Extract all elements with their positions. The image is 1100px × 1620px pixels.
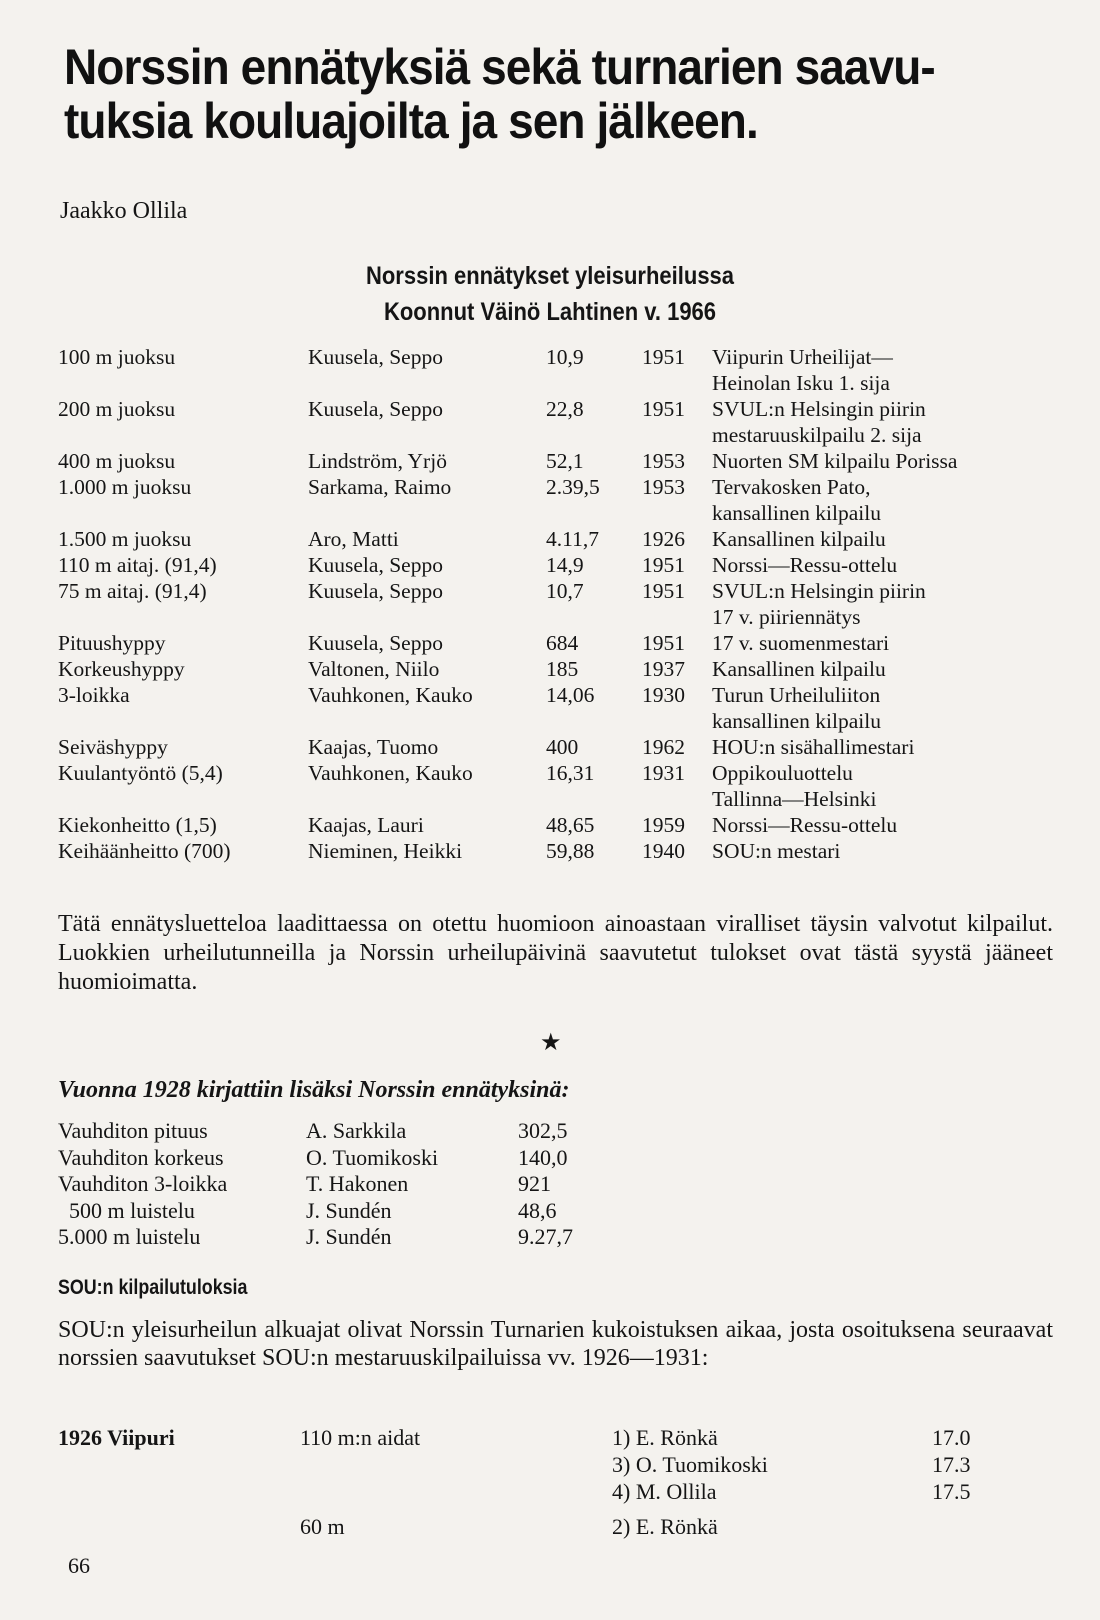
record-venue-line: mestaruuskilpailu 2. sija — [712, 423, 922, 447]
record-row — [58, 682, 1068, 734]
record-result: 10,7 — [546, 579, 584, 603]
record-row — [58, 552, 1068, 578]
record-athlete: Kaajas, Lauri — [308, 813, 424, 837]
sou-result: 17.5 — [932, 1479, 971, 1504]
record-year: 1937 — [642, 657, 685, 681]
record-event: 400 m juoksu — [58, 449, 176, 473]
record-year: 1940 — [642, 839, 685, 863]
record-venue-line: Oppikouluottelu — [712, 761, 853, 785]
record-event: 200 m juoksu — [58, 397, 176, 421]
record-event: 1.500 m juoksu — [58, 527, 192, 551]
sou-result-row — [58, 1451, 992, 1478]
sou-result-row — [58, 1513, 992, 1540]
record-venue-line: Kansallinen kilpailu — [712, 657, 886, 681]
sou-heading: SOU:n kilpailutuloksia — [58, 1276, 248, 1299]
extra-record-result: 9.27,7 — [518, 1224, 573, 1249]
record-venue-line: SOU:n mestari — [712, 839, 841, 863]
sou-results-list — [58, 1424, 992, 1540]
record-year: 1926 — [642, 527, 685, 551]
record-result: 4.11,7 — [546, 527, 599, 551]
record-athlete: Kuusela, Seppo — [308, 345, 443, 369]
sou-result-row — [58, 1478, 992, 1505]
record-year: 1951 — [642, 631, 685, 655]
record-result: 2.39,5 — [546, 475, 600, 499]
record-result: 59,88 — [546, 839, 595, 863]
sou-meet — [58, 1513, 300, 1540]
sou-event — [300, 1451, 612, 1478]
extra-record-event: Vauhditon 3-loikka — [58, 1171, 228, 1196]
record-row — [58, 760, 1068, 812]
sou-result: 17.3 — [932, 1452, 971, 1477]
record-venue-line: Tervakosken Pato, — [712, 475, 871, 499]
record-athlete: Kaajas, Tuomo — [308, 735, 439, 759]
record-athlete: Kuusela, Seppo — [308, 397, 443, 421]
record-event: Pituushyppy — [58, 631, 166, 655]
record-venue — [712, 630, 1062, 656]
record-athlete: Aro, Matti — [308, 527, 399, 551]
record-venue — [712, 812, 1062, 838]
sou-placing: 4) M. Ollila — [612, 1479, 717, 1504]
record-year: 1962 — [642, 735, 685, 759]
extra-record-athlete: T. Hakonen — [306, 1171, 409, 1196]
extra-record-row — [58, 1145, 618, 1172]
record-year: 1951 — [642, 553, 685, 577]
sou-event: 110 m:n aidat — [300, 1425, 421, 1450]
extra-record-athlete: O. Tuomikoski — [306, 1144, 439, 1170]
extra-record-athlete: J. Sundén — [306, 1224, 392, 1249]
sou-placing: 2) E. Rönkä — [612, 1514, 718, 1539]
extra-record-row — [58, 1198, 618, 1225]
records-note: Tätä ennätysluetteloa laadittaessa on otettu huomioon ainoastaan viralliset täysin valvotut kilpailut. Luokkien urheilutunneilla ja Norssin urheilupäivinä saavutetut tulokset ovat tästä syystä jääneet huomioimatta. — [58, 911, 1053, 995]
sou-result: 17.0 — [932, 1425, 971, 1450]
record-athlete: Lindström, Yrjö — [308, 449, 447, 473]
sou-meet — [58, 1451, 300, 1478]
record-year: 1951 — [642, 579, 685, 603]
record-result: 14,06 — [546, 683, 595, 707]
record-venue-line: Heinolan Isku 1. sija — [712, 371, 890, 395]
record-result: 10,9 — [546, 345, 584, 369]
extra-record-row — [58, 1224, 618, 1251]
record-event: 110 m aitaj. (91,4) — [58, 553, 217, 577]
extra-record-result: 921 — [518, 1171, 551, 1196]
record-year: 1931 — [642, 761, 685, 785]
records-heading: Norssin ennätykset yleisurheilussa — [365, 262, 735, 290]
record-venue — [712, 474, 1062, 526]
record-row — [58, 396, 1068, 448]
record-venue — [712, 552, 1062, 578]
record-year: 1959 — [642, 813, 685, 837]
records-compiler: Koonnut Väinö Lahtinen v. 1966 — [383, 298, 717, 326]
extra-record-athlete: J. Sundén — [306, 1197, 392, 1223]
sou-meet — [58, 1478, 300, 1505]
sou-paragraph: SOU:n yleisurheilun alkuajat olivat Norssin Turnarien kukoistuksen aikaa, josta osoituksena seuraavat norssien saavutukset SOU:n mestaruuskilpailuissa vv. 1926—1931: — [58, 1317, 1053, 1371]
record-year: 1953 — [642, 475, 685, 499]
record-athlete: Nieminen, Heikki — [308, 839, 463, 863]
record-event: 100 m juoksu — [58, 345, 176, 369]
record-row — [58, 448, 1068, 474]
record-venue-line: Norssi—Ressu-ottelu — [712, 553, 898, 577]
record-venue-line: 17 v. suomenmestari — [712, 631, 890, 655]
record-venue-line: Nuorten SM kilpailu Porissa — [712, 449, 958, 473]
record-venue — [712, 396, 1062, 448]
record-venue — [712, 448, 1062, 474]
record-result: 14,9 — [546, 553, 584, 577]
sou-event: 60 m — [300, 1514, 345, 1539]
title-line-2: tuksia kouluajoilta ja sen jälkeen. — [64, 93, 758, 149]
record-venue-line: kansallinen kilpailu — [712, 501, 881, 525]
record-athlete: Valtonen, Niilo — [308, 657, 440, 681]
extra-record-event: 5.000 m luistelu — [58, 1224, 201, 1249]
record-row — [58, 734, 1068, 760]
record-result: 52,1 — [546, 449, 584, 473]
record-row — [58, 656, 1068, 682]
record-venue-line: Tallinna—Helsinki — [712, 787, 877, 811]
record-row — [58, 474, 1068, 526]
record-result: 684 — [546, 631, 579, 655]
record-year: 1951 — [642, 397, 685, 421]
star-separator: ★ — [540, 1030, 562, 1056]
record-event: Keihäänheitto (700) — [58, 839, 231, 863]
record-result: 400 — [546, 735, 579, 759]
record-venue — [712, 760, 1062, 812]
record-athlete: Kuusela, Seppo — [308, 553, 443, 577]
extra-record-result: 140,0 — [518, 1144, 568, 1170]
record-event: 1.000 m juoksu — [58, 475, 192, 499]
record-venue-line: SVUL:n Helsingin piirin — [712, 579, 926, 603]
extra-record-result: 302,5 — [518, 1118, 568, 1143]
record-athlete: Sarkama, Raimo — [308, 475, 452, 499]
record-row — [58, 838, 1068, 864]
record-venue — [712, 526, 1062, 552]
extra-record-row — [58, 1118, 618, 1145]
article-title — [64, 40, 984, 148]
record-venue-line: Norssi—Ressu-ottelu — [712, 813, 898, 837]
record-venue — [712, 656, 1062, 682]
extra-record-athlete: A. Sarkkila — [306, 1118, 407, 1143]
record-year: 1951 — [642, 345, 685, 369]
sou-result — [932, 1513, 992, 1540]
extra-record-event: Vauhditon pituus — [58, 1118, 208, 1143]
record-result: 48,65 — [546, 813, 595, 837]
record-venue — [712, 578, 1062, 630]
extra-record-result: 48,6 — [518, 1197, 557, 1223]
record-year: 1930 — [642, 683, 685, 707]
record-venue-line: Viipurin Urheilijat— — [712, 345, 893, 369]
record-row — [58, 630, 1068, 656]
record-row — [58, 578, 1068, 630]
record-event: Korkeushyppy — [58, 657, 185, 681]
record-venue — [712, 838, 1062, 864]
record-event: 75 m aitaj. (91,4) — [58, 579, 207, 603]
record-venue-line: SVUL:n Helsingin piirin — [712, 397, 926, 421]
record-row — [58, 526, 1068, 552]
record-venue — [712, 682, 1062, 734]
record-athlete: Vauhkonen, Kauko — [308, 683, 473, 707]
sou-event — [300, 1478, 612, 1505]
title-line-1: Norssin ennätyksiä sekä turnarien saavu- — [64, 39, 935, 95]
record-year: 1953 — [642, 449, 685, 473]
record-row — [58, 344, 1068, 396]
record-athlete: Vauhkonen, Kauko — [308, 761, 473, 785]
record-venue — [712, 344, 1062, 396]
record-row — [58, 812, 1068, 838]
record-result: 185 — [546, 657, 579, 681]
record-venue-line: Kansallinen kilpailu — [712, 527, 886, 551]
record-venue-line: kansallinen kilpailu — [712, 709, 881, 733]
author-name: Jaakko Ollila — [60, 198, 188, 224]
sou-placing: 1) E. Rönkä — [612, 1425, 718, 1450]
sou-meet: 1926 Viipuri — [58, 1425, 175, 1450]
record-venue-line: Turun Urheiluliiton — [712, 683, 881, 707]
record-athlete: Kuusela, Seppo — [308, 631, 443, 655]
record-event: Seiväshyppy — [58, 735, 168, 759]
record-venue-line: HOU:n sisähallimestari — [712, 735, 915, 759]
record-venue-line: 17 v. piiriennätys — [712, 605, 861, 629]
records-table — [58, 344, 1068, 864]
record-venue — [712, 734, 1062, 760]
sou-placing: 3) O. Tuomikoski — [612, 1452, 768, 1477]
record-event: Kuulantyöntö (5,4) — [58, 761, 223, 785]
page-number: 66 — [68, 1553, 90, 1578]
record-result: 22,8 — [546, 397, 584, 421]
extra-record-event: Vauhditon korkeus — [58, 1144, 224, 1170]
record-result: 16,31 — [546, 761, 595, 785]
sou-result-row — [58, 1424, 992, 1451]
extra-records-list — [58, 1118, 618, 1251]
extra-records-heading: Vuonna 1928 kirjattiin lisäksi Norssin ennätyksinä: — [58, 1077, 570, 1103]
record-event: 3-loikka — [58, 683, 130, 707]
extra-record-event: 500 m luistelu — [58, 1197, 195, 1223]
extra-record-row — [58, 1171, 618, 1198]
record-event: Kiekonheitto (1,5) — [58, 813, 217, 837]
record-athlete: Kuusela, Seppo — [308, 579, 443, 603]
